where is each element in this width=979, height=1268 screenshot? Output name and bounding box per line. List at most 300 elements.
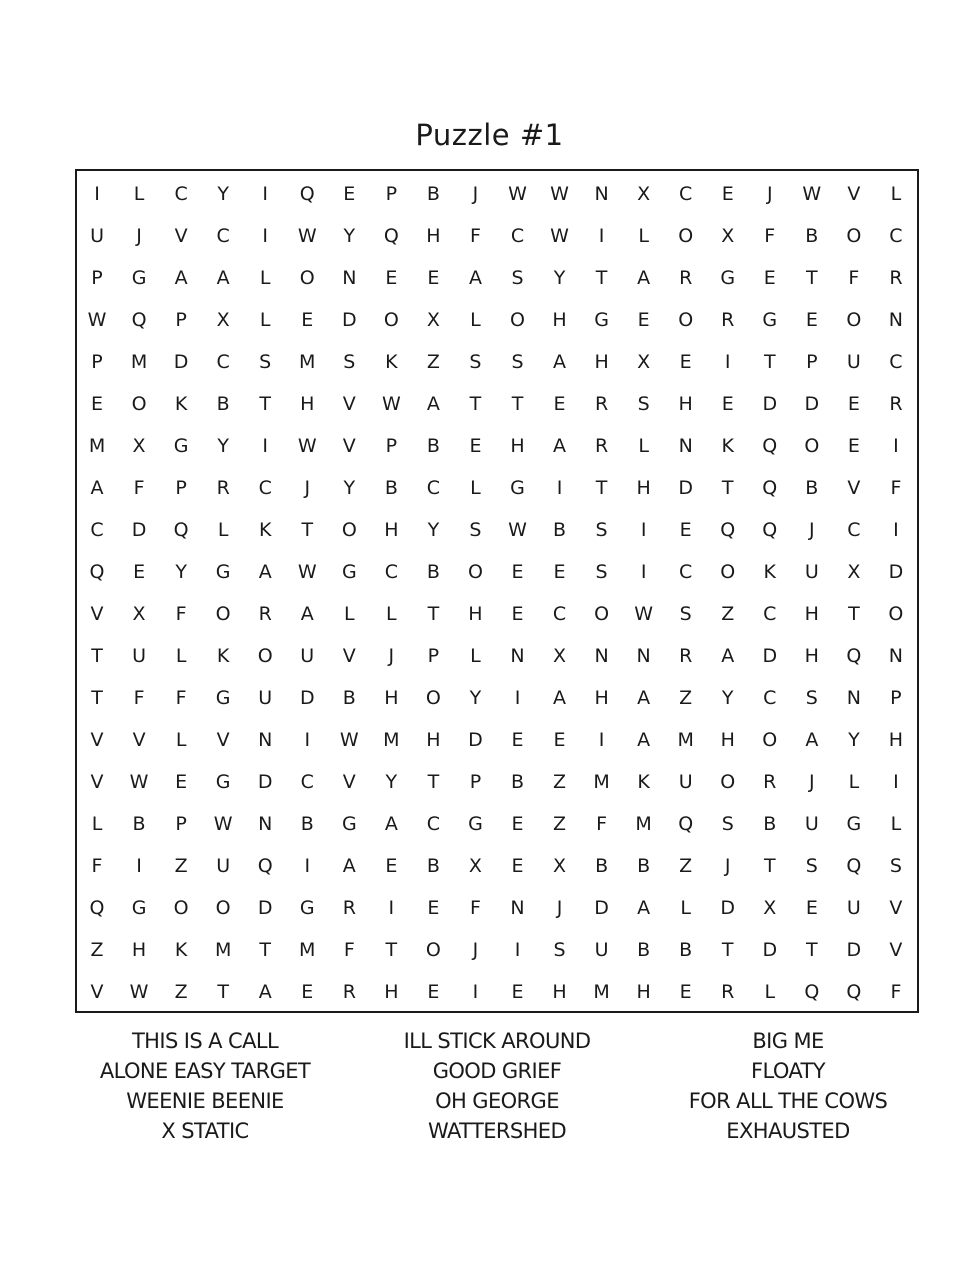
grid-cell: Q [762,434,778,457]
grid-cell: W [129,981,149,1004]
grid-cell: I [94,182,100,205]
grid-cell: A [721,645,735,668]
grid-cell: G [173,434,189,457]
grid-cell: K [637,771,650,794]
word-list-item: WEENIE BEENIE [126,1089,284,1113]
grid-cell: I [388,897,395,920]
grid-cell: P [175,476,187,499]
grid-cell: K [385,350,398,373]
grid-cell: T [301,518,314,541]
grid-cell: B [595,855,609,878]
grid-cell: C [300,771,314,794]
grid-cell: I [262,224,269,247]
grid-cell: V [889,897,903,920]
grid-cell: I [136,855,142,878]
grid-cell: S [511,266,524,289]
grid-cell: C [216,224,230,247]
grid-cell: M [635,813,652,836]
grid-cell: S [889,855,902,878]
grid-cell: X [216,308,230,331]
grid-cell: H [594,687,609,710]
grid-cell: C [679,560,693,583]
grid-cell: N [510,897,525,920]
grid-cell: S [343,350,356,373]
word-list-item: WATTERSHED [427,1119,567,1143]
grid-cell: L [91,813,103,836]
grid-cell: U [804,813,819,836]
grid-cell: N [258,729,273,752]
grid-cell: S [637,392,650,415]
grid-cell: D [678,476,693,499]
grid-cell: W [213,813,233,836]
grid-cell: S [805,687,818,710]
grid-cell: F [175,602,187,625]
grid-cell: C [763,602,777,625]
grid-cell: C [174,182,188,205]
grid-cell: E [385,855,398,878]
grid-cell: V [342,434,356,457]
grid-cell: N [636,645,651,668]
grid-cell: H [300,392,315,415]
grid-cell: U [804,560,819,583]
grid-cell: A [468,266,482,289]
grid-cell: A [384,813,398,836]
grid-cell: G [131,266,147,289]
grid-cell: E [847,434,860,457]
word-list-item: BIG ME [752,1029,824,1053]
grid-cell: Z [721,602,735,625]
grid-cell: E [301,981,314,1004]
grid-cell: Q [762,518,778,541]
grid-cell: J [809,771,815,794]
grid-cell: C [384,560,398,583]
grid-cell: O [510,308,525,331]
grid-cell: L [470,645,481,668]
grid-cell: H [636,476,651,499]
grid-cell: T [385,939,398,962]
grid-cell: O [341,518,357,541]
grid-cell: H [888,729,904,752]
grid-cell: H [510,434,525,457]
grid-cell: P [91,266,103,289]
grid-cell: R [679,645,693,668]
grid-cell: R [342,981,356,1004]
grid-cell: B [637,939,651,962]
grid-cell: D [468,729,483,752]
grid-cell: L [470,476,481,499]
grid-cell: O [131,392,147,415]
grid-cell: T [806,939,818,962]
grid-cell: J [304,476,311,499]
grid-cell: A [637,897,651,920]
grid-cell: E [91,392,104,415]
grid-cell: A [258,981,272,1004]
grid-cell: G [341,560,357,583]
grid-cell: L [217,518,229,541]
grid-cell: H [804,602,819,625]
grid-cell: G [510,476,525,499]
grid-cell: B [637,855,651,878]
grid-cell: C [258,476,272,499]
grid-cell: V [889,939,903,962]
grid-cell: S [469,350,482,373]
grid-cell: X [553,855,567,878]
grid-cell: Y [469,687,482,710]
grid-cell: N [888,645,904,668]
grid-cell: V [342,771,356,794]
grid-cell: T [259,392,272,415]
grid-cell: S [595,560,608,583]
grid-cell: X [426,308,440,331]
grid-cell: R [889,266,903,289]
grid-cell: L [638,434,649,457]
grid-cell: R [342,897,356,920]
grid-cell: S [511,350,524,373]
grid-cell: V [90,981,104,1004]
grid-cell: E [847,392,860,415]
grid-cell: H [720,729,735,752]
grid-cell: E [679,518,692,541]
grid-cell: I [262,182,269,205]
grid-cell: W [508,518,527,541]
grid-cell: M [214,939,232,962]
grid-cell: U [300,645,315,668]
grid-cell: C [426,476,441,499]
grid-cell: L [890,813,902,836]
grid-cell: F [469,224,481,247]
grid-cell: A [637,729,651,752]
grid-cell: E [763,266,776,289]
grid-cell: R [594,392,609,415]
grid-cell: K [258,518,272,541]
grid-cell: T [763,855,776,878]
grid-cell: Z [553,771,567,794]
grid-cell: A [553,687,567,710]
grid-cell: E [301,308,314,331]
grid-cell: Q [762,476,778,499]
grid-cell: V [90,602,104,625]
grid-cell: H [552,308,567,331]
word-list-item: FOR ALL THE COWS [688,1089,888,1113]
grid-cell: D [257,897,273,920]
grid-cell: H [804,645,819,668]
grid-cell: X [132,602,146,625]
grid-cell: L [680,897,691,920]
grid-cell: J [136,224,142,247]
grid-cell: S [679,602,692,625]
grid-cell: H [636,981,651,1004]
grid-cell: I [893,434,899,457]
grid-cell: E [553,392,566,415]
grid-cell: Q [383,224,399,247]
grid-cell: L [386,602,397,625]
grid-cell: R [721,308,735,331]
grid-cell: V [342,392,356,415]
grid-cell: E [805,308,818,331]
grid-cell: C [889,350,903,373]
grid-cell: R [216,476,230,499]
grid-cell: F [596,813,608,836]
grid-cell: I [304,729,311,752]
grid-cell: Q [131,308,147,331]
grid-cell: F [764,224,776,247]
grid-cell: S [469,518,482,541]
grid-cell: L [344,602,355,625]
grid-cell: G [215,771,231,794]
grid-cell: C [90,518,104,541]
grid-cell: A [637,687,651,710]
grid-cell: B [426,182,440,205]
grid-cell: O [720,771,736,794]
grid-cell: C [552,602,567,625]
grid-cell: Y [175,560,187,583]
grid-cell: V [90,771,104,794]
grid-cell: D [299,687,315,710]
grid-cell: F [890,981,902,1004]
grid-cell: Y [217,434,229,457]
grid-cell: P [385,182,398,205]
grid-cell: B [805,476,819,499]
grid-cell: X [637,182,651,205]
grid-cell: O [762,729,778,752]
grid-cell: O [383,308,399,331]
grid-cell: Q [299,182,315,205]
grid-cell: T [91,687,103,710]
word-list-item: ILL STICK AROUND [403,1029,591,1053]
grid-cell: G [846,813,862,836]
word-list-item: OH GEORGE [435,1089,559,1113]
grid-cell: T [91,645,103,668]
grid-cell: O [257,645,273,668]
grid-cell: K [174,392,188,415]
grid-cell: X [468,855,482,878]
grid-cell: M [130,350,148,373]
grid-cell: W [802,182,822,205]
grid-cell: R [763,771,777,794]
grid-cell: Q [89,897,105,920]
grid-cell: W [129,771,149,794]
grid-cell: S [595,518,608,541]
grid-cell: I [304,855,311,878]
grid-cell: M [593,981,610,1004]
grid-cell: D [846,939,862,962]
word-list-item: ALONE EASY TARGET [99,1059,311,1083]
grid-cell: Q [720,518,736,541]
grid-cell: F [890,476,902,499]
grid-cell: Y [721,687,734,710]
grid-cell: P [890,687,902,710]
grid-cell: D [720,897,736,920]
grid-cell: J [472,182,479,205]
grid-cell: J [472,939,479,962]
grid-cell: O [215,602,231,625]
grid-cell: E [805,897,818,920]
grid-cell: W [381,392,401,415]
grid-cell: L [259,308,271,331]
grid-cell: X [763,897,777,920]
grid-cell: M [299,350,316,373]
grid-cell: Z [174,855,188,878]
grid-cell: E [553,560,566,583]
grid-cell: P [91,350,103,373]
grid-cell: I [514,939,521,962]
grid-cell: U [846,350,861,373]
grid-cell: I [893,771,899,794]
grid-cell: W [297,224,317,247]
grid-cell: X [132,434,146,457]
grid-cell: E [721,182,734,205]
grid-cell: H [678,392,693,415]
grid-cell: T [595,476,608,499]
grid-cell: H [384,518,399,541]
grid-cell: A [426,392,440,415]
grid-cell: E [427,266,440,289]
grid-cell: I [262,434,269,457]
grid-cell: Q [678,813,694,836]
grid-cell: O [804,434,820,457]
grid-cell: U [216,855,231,878]
grid-cell: M [593,771,610,794]
grid-cell: U [678,771,693,794]
grid-cell: O [888,602,904,625]
grid-cell: A [300,602,314,625]
grid-cell: E [469,434,482,457]
grid-cell: O [594,602,610,625]
grid-cell: I [598,224,605,247]
grid-cell: Q [257,855,273,878]
grid-cell: F [469,897,481,920]
grid-cell: E [511,813,524,836]
grid-cell: J [388,645,395,668]
grid-cell: L [764,981,776,1004]
grid-cell: W [550,224,569,247]
grid-cell: U [132,645,147,668]
grid-cell: I [640,560,647,583]
word-list-item: FLOATY [751,1059,825,1083]
grid-cell: B [805,224,819,247]
letter-grid [76,173,917,1014]
grid-cell: M [677,729,694,752]
grid-cell: D [173,350,189,373]
grid-cell: C [847,518,861,541]
grid-cell: T [595,266,608,289]
grid-cell: H [384,981,399,1004]
grid-cell: A [90,476,104,499]
grid-cell: P [385,434,398,457]
grid-cell: E [133,560,146,583]
grid-cell: W [297,434,317,457]
grid-cell: T [848,602,860,625]
grid-cell: W [508,182,527,205]
grid-cell: C [763,687,777,710]
grid-cell: L [638,224,649,247]
grid-cell: E [511,855,524,878]
grid-cell: M [299,939,316,962]
grid-cell: D [762,645,778,668]
grid-cell: T [806,266,818,289]
grid-cell: U [846,897,861,920]
grid-cell: B [510,771,525,794]
grid-cell: X [553,645,567,668]
grid-cell: O [425,687,441,710]
grid-cell: B [342,687,356,710]
grid-cell: E [511,560,524,583]
grid-cell: Z [679,687,693,710]
grid-cell: A [553,434,567,457]
grid-cell: L [470,308,481,331]
grid-cell: Q [89,560,105,583]
grid-cell: I [640,518,647,541]
grid-cell: G [341,813,357,836]
grid-cell: D [594,897,609,920]
grid-cell: O [215,897,231,920]
word-list-item: GOOD GRIEF [432,1059,562,1083]
grid-cell: V [174,224,188,247]
grid-cell: N [678,434,693,457]
grid-cell: F [91,855,103,878]
grid-cell: E [637,308,650,331]
grid-cell: T [511,392,524,415]
grid-cell: L [259,266,271,289]
grid-cell: D [257,771,273,794]
grid-cell: A [342,855,356,878]
grid-cell: Y [553,266,566,289]
grid-cell: W [550,182,569,205]
grid-cell: A [637,266,651,289]
word-list-item: THIS IS A CALL [131,1029,279,1053]
grid-cell: V [847,182,861,205]
grid-cell: J [724,855,731,878]
grid-cell: A [216,266,230,289]
grid-cell: D [804,392,820,415]
word-list-column-2 [347,1026,647,1146]
grid-cell: E [175,771,188,794]
grid-cell: G [762,308,778,331]
grid-cell: G [594,308,609,331]
grid-cell: R [721,981,735,1004]
grid-cell: C [679,182,693,205]
grid-cell: F [175,687,187,710]
grid-cell: N [594,645,609,668]
grid-cell: D [762,392,778,415]
grid-cell: P [806,350,818,373]
grid-cell: D [131,518,147,541]
grid-cell: N [510,645,525,668]
grid-cell: T [217,981,229,1004]
grid-cell: H [384,687,399,710]
grid-cell: H [594,350,609,373]
grid-cell: T [721,939,734,962]
grid-cell: O [425,939,441,962]
grid-cell: J [556,897,563,920]
grid-cell: B [679,939,693,962]
grid-cell: L [133,182,145,205]
grid-cell: Y [427,518,440,541]
grid-cell: G [215,560,231,583]
grid-cell: T [427,771,440,794]
grid-cell: D [888,560,904,583]
grid-cell: B [216,392,230,415]
grid-cell: Q [804,981,820,1004]
grid-cell: S [259,350,272,373]
grid-cell: B [426,855,440,878]
grid-cell: A [805,729,819,752]
grid-cell: B [132,813,146,836]
grid-cell: E [343,182,356,205]
puzzle-title: Puzzle #1 [415,118,564,152]
grid-cell: P [427,645,440,668]
grid-cell: O [720,560,736,583]
